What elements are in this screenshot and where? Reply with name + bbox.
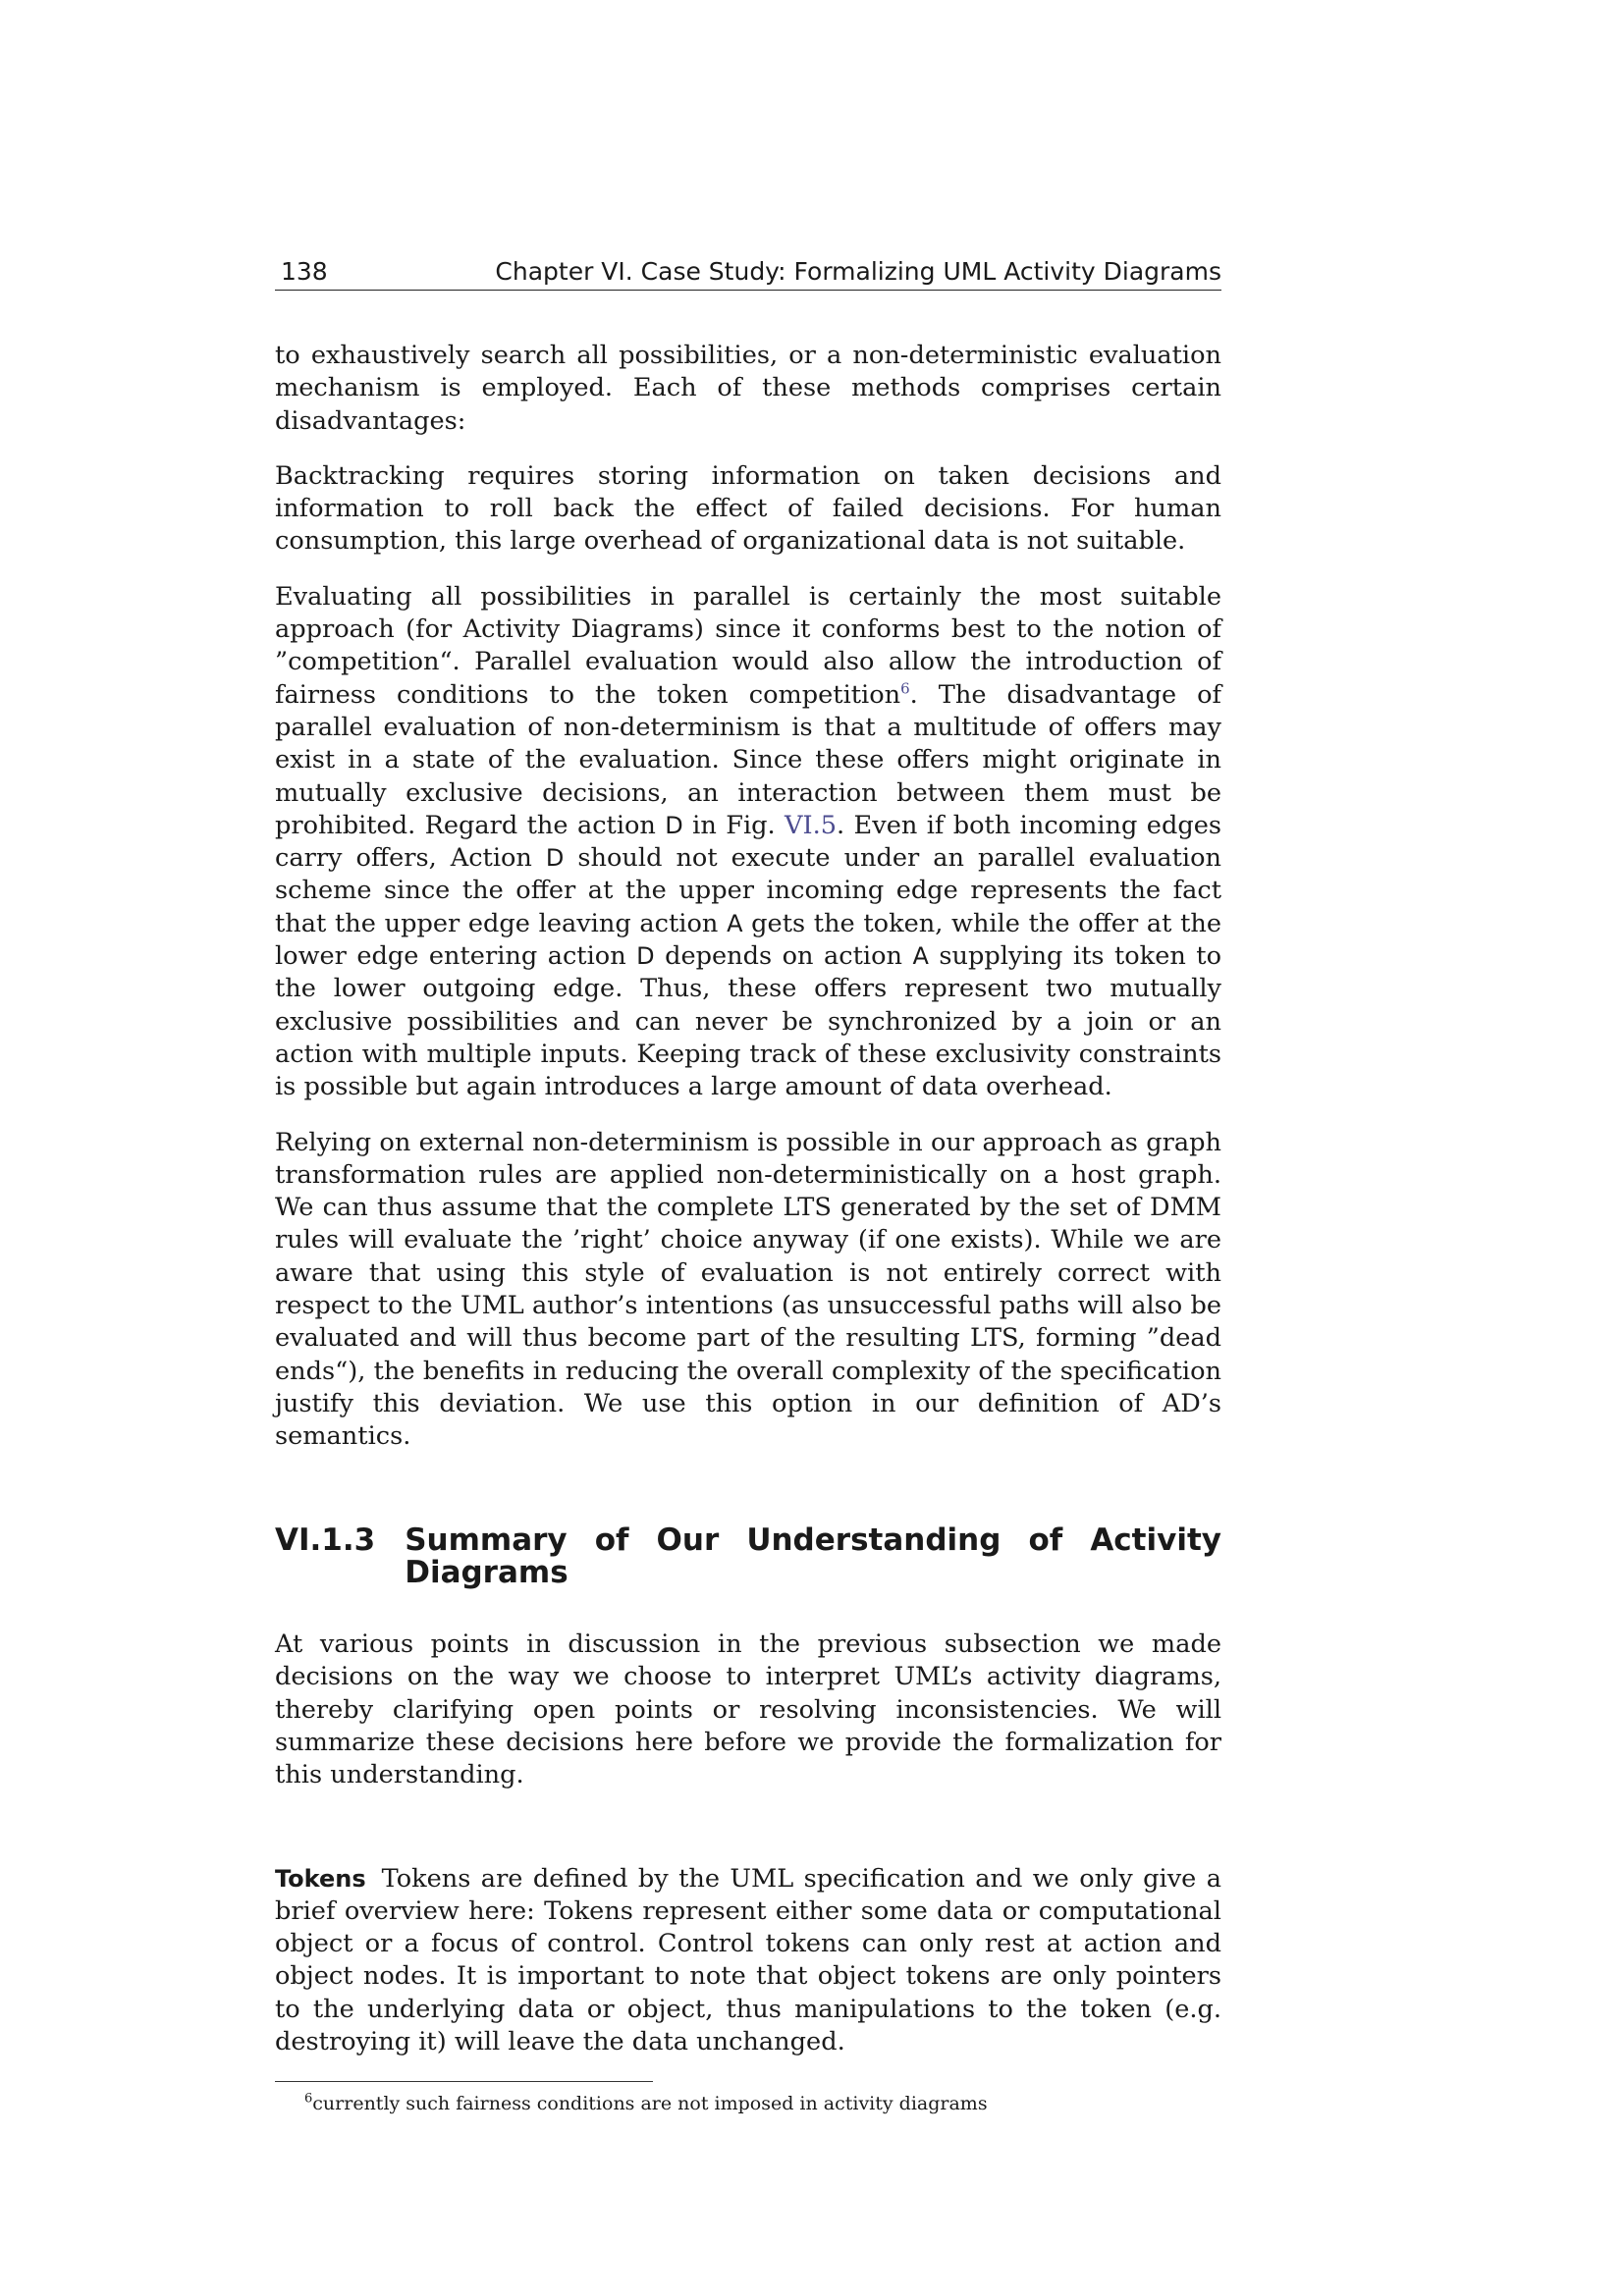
- footnote-divider: [275, 2081, 653, 2082]
- text-run: in Fig.: [682, 810, 785, 840]
- page-number: 138: [281, 257, 328, 286]
- action-name: A: [727, 909, 743, 937]
- text-run: should not execute under an parallel evaluation scheme since the offer at the upper incoming edge represents the fact that the upper edge leaving action: [275, 843, 1221, 938]
- section-number: VI.1.3: [275, 1522, 376, 1558]
- running-head: [275, 257, 1221, 291]
- paragraph-summary-intro: At various points in discussion in the previous subsection we made decisions on the way we choose to interpret UML’s activity diagrams, thereby clarifying open points or resolving inconsistencies. We will summarize these decisions here before we provide the formalization for this understanding.: [275, 1629, 1221, 1790]
- paragraph-parallel-evaluation: [275, 581, 1221, 1104]
- footnote-reference[interactable]: 6: [900, 679, 910, 698]
- action-name: D: [636, 942, 655, 971]
- action-name: D: [545, 844, 565, 873]
- text-run: . The disadvantage of parallel evaluation of non-determinism is that a multitude of offers may exist in a state of the evaluation. Since these offers might originate in mutually exclusive decisions, an interaction between them must be prohibited. Regard the action: [275, 679, 1221, 840]
- page: [275, 257, 1221, 2121]
- text-run: . Even if both incoming edges carry offers, Action: [275, 810, 1221, 874]
- action-name: D: [665, 811, 683, 839]
- action-name: A: [912, 942, 929, 971]
- footnote: [275, 2088, 1221, 2120]
- section-title: Summary of Our Understanding of Activity Diagrams: [405, 1522, 1221, 1590]
- paragraph-1: to exhaustively search all possibilities, or a non-deterministic evaluation mechanism is employed. Each of these methods comprises certain disadvantages:: [275, 341, 1221, 436]
- text-run: Tokens are defined by the UML specification and we only give a brief overview here: Tokens represent either some data or computational object or a focus of control. Control tokens can only rest at action and object nodes. It is important to note that object tokens are only pointers to the underlying data or object, thus manipulations to the token (e.g. destroying it) will leave the data unchanged.: [275, 1863, 1221, 2057]
- body-text: [275, 340, 1221, 2121]
- chapter-title: Chapter VI. Case Study: Formalizing UML Activity Diagrams: [495, 257, 1221, 286]
- paragraph-external-non-determinism: Relying on external non-determinism is possible in our approach as graph transformation rules are applied non-deterministically on a host graph. We can thus assume that the complete LTS generated by the set of DMM rules will evaluate the ’right’ choice anyway (if one exists). While we are aware that using this style of evaluation is not entirely correct with respect to the UML author’s intentions (as unsuccessful paths will also be evaluated and will thus become part of the resulting LTS, forming ”dead ends“), the benefits in reducing the overall complexity of the specification justify this deviation. We use this option in our definition of AD’s semantics.: [275, 1127, 1221, 1452]
- footnote-text: currently such fairness conditions are not imposed in activity diagrams: [312, 2093, 988, 2115]
- footnote-mark: 6: [304, 2092, 313, 2108]
- paragraph-backtracking: Backtracking requires storing information on taken decisions and information to roll back the effect of failed decisions. For human consumption, this large overhead of organizational data is not suitable.: [275, 460, 1221, 557]
- text-run: depends on action: [654, 941, 913, 972]
- text-run: Evaluating all possibilities in parallel is certainly the most suitable approach (for Activity Diagrams) since it conforms best to the notion of ”competition“. Parallel evaluation would also allow the introduction of fairness conditions to the token competition: [275, 581, 1221, 710]
- paragraph-heading: Tokens: [275, 1864, 366, 1893]
- figure-reference-link[interactable]: VI.5: [785, 810, 838, 840]
- paragraph-tokens: [275, 1863, 1221, 2059]
- text-run: gets the token, while the offer at the lower edge entering action: [275, 908, 1222, 972]
- text-run: supplying its token to the lower outgoing edge. Thus, these offers represent two mutually exclusive possibilities and can never be synchronized by a join or an action with multiple inputs. Keeping track of these exclusivity constraints is possible but again introduces a large amount of data overhead.: [275, 941, 1221, 1102]
- section-heading: [275, 1524, 1221, 1590]
